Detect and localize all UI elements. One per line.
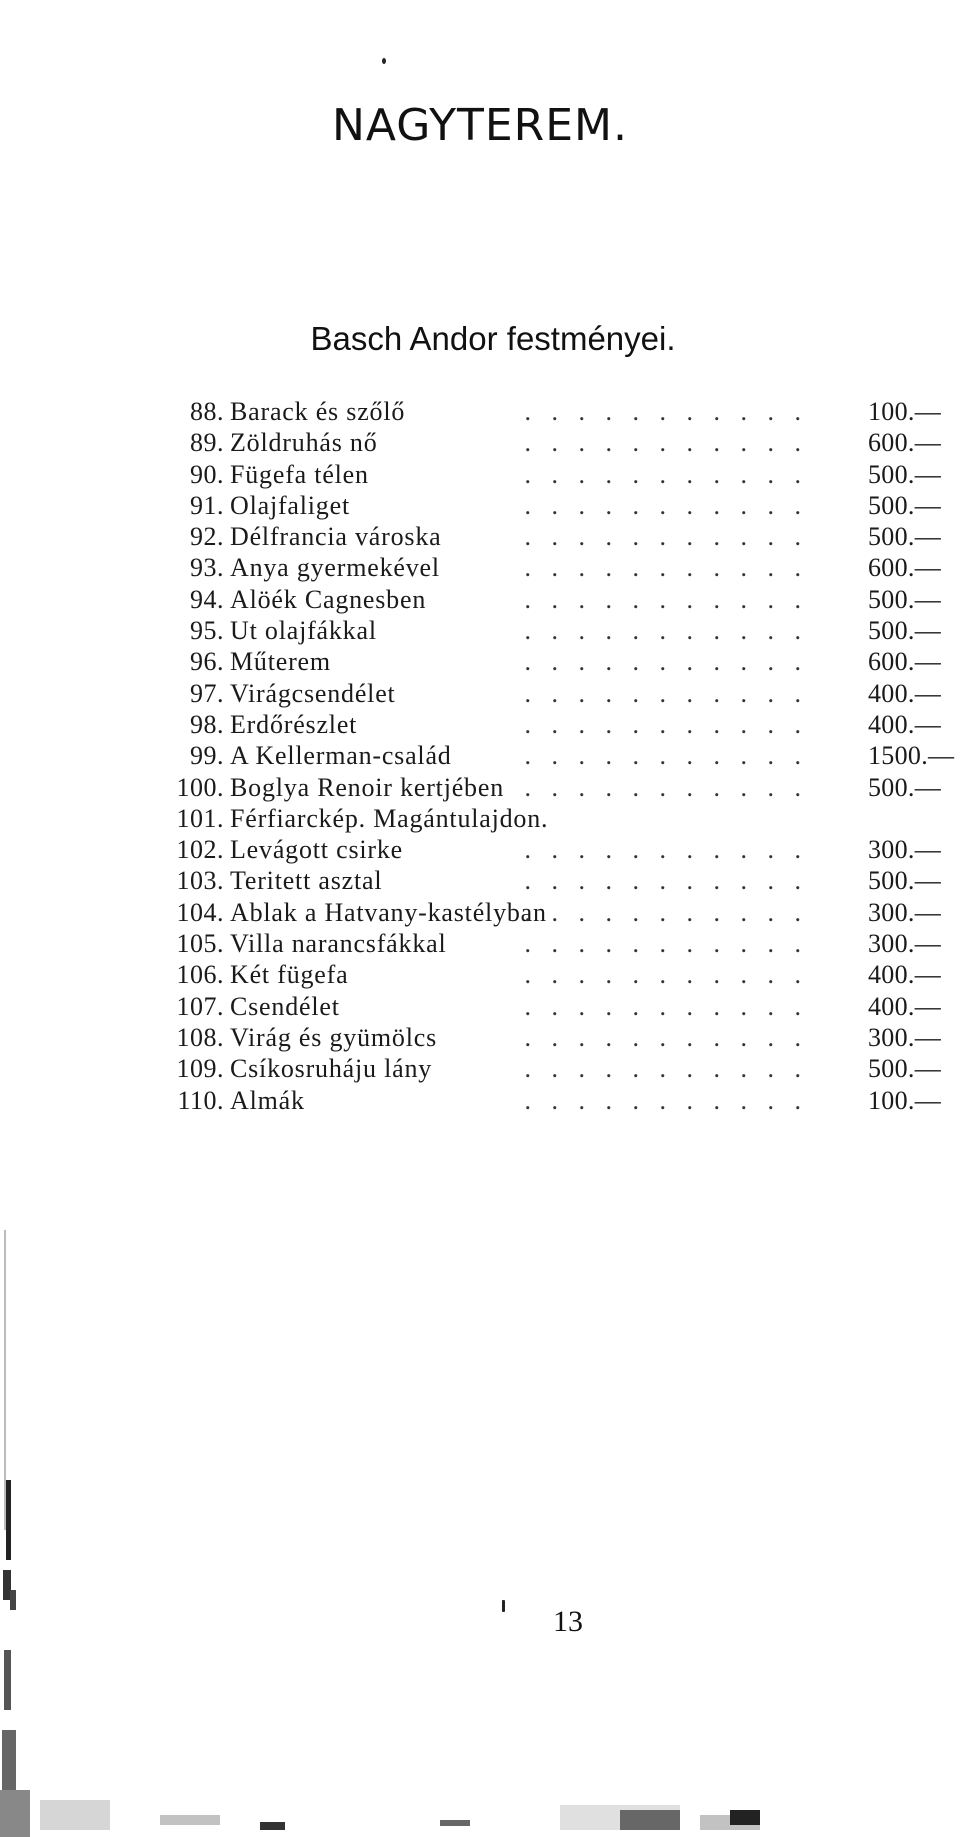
catalog-entry bbox=[168, 521, 948, 552]
entry-price: 600.— bbox=[868, 428, 941, 458]
catalog-entry bbox=[168, 678, 948, 709]
entry-price: 100.— bbox=[868, 1085, 941, 1115]
entry-number: 107. bbox=[176, 991, 224, 1021]
entry-title: Két fügefa bbox=[230, 960, 349, 990]
entry-number: 88. bbox=[190, 397, 224, 426]
entry-number: 92. bbox=[190, 522, 224, 552]
entry-number: 110. bbox=[177, 1085, 224, 1115]
entry-number: 102. bbox=[176, 835, 224, 865]
catalog-entry bbox=[168, 928, 948, 959]
catalog-entry bbox=[168, 772, 948, 803]
entry-number: 97. bbox=[190, 678, 224, 708]
catalog-entry bbox=[168, 709, 948, 740]
leader-dots: . . . . . . . . . . . bbox=[524, 991, 808, 1021]
entry-number: 103. bbox=[176, 866, 224, 896]
catalog-entry bbox=[168, 1085, 948, 1116]
catalog-entry bbox=[168, 552, 948, 583]
entry-title: Ut olajfákkal bbox=[230, 616, 377, 646]
artist-subheading: Basch Andor festményei. bbox=[310, 320, 676, 357]
entry-price: 300.— bbox=[868, 1022, 941, 1052]
leader-dots: . . . . . . . . . . . bbox=[524, 772, 808, 802]
entry-title: A Kellerman-család bbox=[230, 741, 452, 771]
entry-price: 500.— bbox=[868, 866, 941, 896]
catalog-entry bbox=[168, 1053, 948, 1084]
catalog-entry bbox=[168, 490, 948, 521]
leader-dots: . . . . . . . . . . . bbox=[524, 616, 808, 646]
entry-number: 93. bbox=[190, 553, 224, 583]
entry-title: Anya gyermekével bbox=[230, 553, 440, 583]
entry-number: 104. bbox=[176, 897, 224, 927]
entry-number: 98. bbox=[190, 709, 224, 739]
room-heading: NAGYTEREM. bbox=[331, 100, 629, 151]
leader-dots: . . . . . . . . . . . bbox=[524, 584, 808, 614]
entry-title: Virágcsendélet bbox=[230, 678, 396, 708]
scan-bottom-marks bbox=[0, 1760, 960, 1837]
entry-title: Alöék Cagnesben bbox=[230, 584, 427, 614]
catalog-entry bbox=[168, 459, 948, 490]
leader-dots: . . . . . . . . . . . bbox=[524, 1022, 808, 1052]
entry-price: 400.— bbox=[868, 991, 941, 1021]
scan-speck bbox=[382, 58, 386, 64]
catalog-entry bbox=[168, 803, 948, 834]
entry-title: Olajfaliget bbox=[230, 490, 350, 520]
leader-dots: . . . . . . . . . . . bbox=[524, 929, 808, 959]
entry-number: 91. bbox=[190, 490, 224, 520]
leader-dots: . . . . . . . . . . . bbox=[524, 678, 808, 708]
entry-price: 600.— bbox=[868, 553, 941, 583]
catalog-entry bbox=[168, 991, 948, 1022]
catalog-entry bbox=[168, 740, 955, 771]
page-number: 13 bbox=[553, 1605, 583, 1638]
leader-dots: . . . . . . . . . . . bbox=[524, 835, 808, 865]
scan-speck bbox=[502, 1600, 505, 1612]
entry-price: 300.— bbox=[868, 897, 941, 927]
leader-dots: . . . . . . . . . . . bbox=[524, 490, 808, 520]
entry-title: Boglya Renoir kertjében bbox=[230, 772, 504, 802]
entry-number: 100. bbox=[176, 772, 224, 802]
leader-dots: . . . . . . . . . . . bbox=[524, 866, 808, 896]
entry-price: 500.— bbox=[868, 616, 941, 646]
entry-number: 109. bbox=[176, 1054, 224, 1084]
catalog-entry bbox=[168, 427, 948, 458]
entry-title: Villa narancsfákkal bbox=[230, 929, 447, 959]
scan-edge-marks bbox=[0, 1230, 40, 1837]
entry-price: 500.— bbox=[868, 1054, 941, 1084]
entry-title: Délfrancia városka bbox=[230, 522, 442, 552]
entry-title: Erdőrészlet bbox=[230, 709, 358, 739]
entry-price: 500.— bbox=[868, 490, 941, 520]
leader-dots: . . . . . . . . . . . bbox=[524, 428, 808, 458]
leader-dots: . . . . . . . . . . . bbox=[524, 960, 808, 990]
entry-title: Teritett asztal bbox=[230, 866, 383, 896]
catalog-entry bbox=[168, 584, 948, 615]
leader-dots: . . . . . . . . . . . bbox=[524, 522, 808, 552]
catalog-entry bbox=[168, 646, 948, 677]
leader-dots: . . . . . . . . . . . bbox=[524, 1054, 808, 1084]
entry-price: 500.— bbox=[868, 459, 941, 489]
entry-number: 101. bbox=[176, 803, 224, 833]
catalog-entry bbox=[168, 396, 948, 427]
entry-price: 1500.— bbox=[868, 741, 955, 771]
catalog-entry bbox=[168, 959, 948, 990]
entry-title: Almák bbox=[230, 1085, 305, 1115]
catalog-entry bbox=[168, 615, 948, 646]
entry-price: 500.— bbox=[868, 772, 941, 802]
entry-price: 300.— bbox=[868, 929, 941, 959]
entry-title: Fügefa télen bbox=[230, 459, 369, 489]
leader-dots: . . . . . . . . . . . bbox=[524, 741, 808, 771]
entry-title: Ablak a Hatvany-kastélyban bbox=[230, 897, 547, 927]
entry-number: 95. bbox=[190, 616, 224, 646]
entry-price: 500.— bbox=[868, 584, 941, 614]
entry-price: 400.— bbox=[868, 960, 941, 990]
entry-number: 108. bbox=[176, 1022, 224, 1052]
leader-dots: . . . . . . . . . . . bbox=[524, 647, 808, 677]
entry-title: Levágott csirke bbox=[230, 835, 403, 865]
entry-price: 300.— bbox=[868, 835, 941, 865]
entry-number: 106. bbox=[176, 960, 224, 990]
entry-title: Virág és gyümölcs bbox=[230, 1022, 438, 1052]
catalog-entry bbox=[168, 897, 948, 928]
entry-number: 99. bbox=[190, 741, 224, 771]
entry-title: Férfiarckép. Magántulajdon. bbox=[230, 803, 549, 833]
entry-title: Barack és szőlő bbox=[230, 397, 406, 426]
entry-title: Műterem bbox=[230, 647, 331, 677]
entry-number: 90. bbox=[190, 459, 224, 489]
entry-number: 94. bbox=[190, 584, 224, 614]
entry-title: Csíkosruháju lány bbox=[230, 1054, 433, 1084]
entry-price: 600.— bbox=[868, 647, 941, 677]
entry-price: 400.— bbox=[868, 678, 941, 708]
leader-dots: . . . . . . . . . . . bbox=[524, 709, 808, 739]
leader-dots: . . . . . . . . . . . bbox=[524, 897, 808, 927]
catalog-entry bbox=[168, 865, 948, 896]
entry-number: 105. bbox=[176, 929, 224, 959]
entry-title: Csendélet bbox=[230, 991, 340, 1021]
leader-dots: . . . . . . . . . . . bbox=[524, 553, 808, 583]
leader-dots: . . . . . . . . . . . bbox=[524, 397, 808, 426]
entry-number: 96. bbox=[190, 647, 224, 677]
leader-dots: . . . . . . . . . . . bbox=[524, 459, 808, 489]
entry-title: Zöldruhás nő bbox=[230, 428, 378, 458]
entry-price: 400.— bbox=[868, 709, 941, 739]
leader-dots: . . . . . . . . . . . bbox=[524, 1085, 808, 1115]
catalog-entry bbox=[168, 834, 948, 865]
entry-price: 100.— bbox=[868, 397, 941, 426]
entry-number: 89. bbox=[190, 428, 224, 458]
entry-price: 500.— bbox=[868, 522, 941, 552]
catalog-entry bbox=[168, 1022, 948, 1053]
painting-list bbox=[168, 396, 955, 1116]
